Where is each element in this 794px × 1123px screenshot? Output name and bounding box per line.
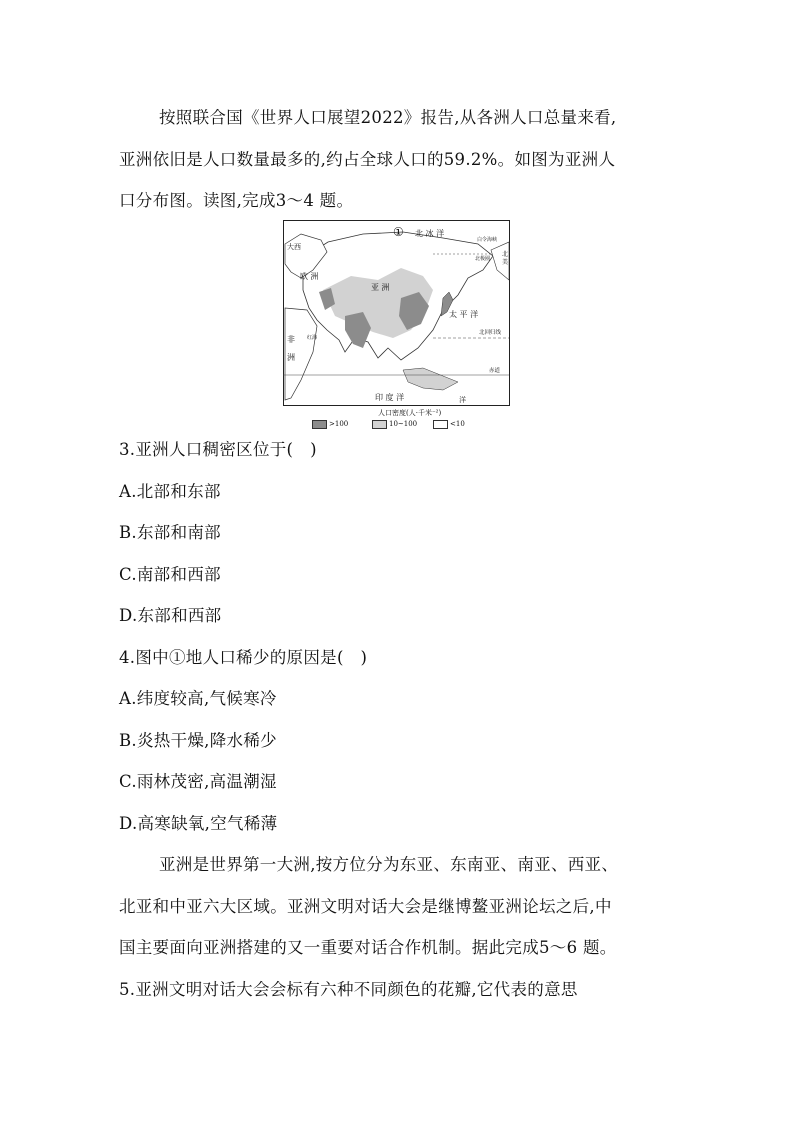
question-4-option-d: D.高寒缺氧,空气稀薄 bbox=[119, 814, 278, 833]
intro-line-3: 口分布图。读图,完成3～4 题。 bbox=[119, 191, 354, 210]
legend-title: 人口密度(人·千米⁻²) bbox=[378, 409, 442, 417]
intro-line-1: 按照联合国《世界人口展望2022》报告,从各洲人口总量来看, bbox=[159, 108, 617, 127]
label-indian: 印 度 洋 bbox=[375, 393, 405, 402]
label-africa-1: 非 bbox=[287, 335, 295, 344]
label-arctic-circle: 北极圈 bbox=[475, 256, 491, 262]
question-4-option-a: A.纬度较高,气候寒冷 bbox=[119, 689, 277, 708]
label-africa-2: 洲 bbox=[287, 353, 295, 362]
legend-swatch-medium bbox=[372, 420, 387, 429]
label-europe: 欧 洲 bbox=[300, 272, 319, 281]
question-3-option-c: C.南部和西部 bbox=[119, 565, 221, 584]
label-pacific: 太 平 洋 bbox=[449, 310, 479, 319]
label-atlantic: 大西 bbox=[287, 243, 301, 251]
question-3-option-b: B.东部和南部 bbox=[119, 523, 221, 542]
asia-population-map bbox=[283, 220, 510, 406]
label-equator: 赤道 bbox=[489, 368, 501, 374]
passage-2-line-1: 亚洲是世界第一大洲,按方位分为东亚、东南亚、南亚、西亚、 bbox=[159, 855, 619, 874]
question-3-option-d: D.东部和西部 bbox=[119, 606, 222, 625]
passage-2-line-3: 国主要面向亚洲搭建的又一重要对话合作机制。据此完成5～6 题。 bbox=[119, 938, 617, 957]
question-3-stem: 3.亚洲人口稠密区位于( ) bbox=[119, 440, 317, 459]
label-asia: 亚 洲 bbox=[371, 283, 390, 292]
legend-label-medium: 10~100 bbox=[389, 420, 418, 428]
label-north-america-1: 北 bbox=[502, 251, 509, 258]
label-tropic: 北回归线 bbox=[479, 330, 502, 336]
question-4-stem: 4.图中①地人口稀少的原因是( ) bbox=[119, 648, 368, 667]
question-3-option-a: A.北部和东部 bbox=[119, 482, 221, 501]
label-red-sea: 红海 bbox=[307, 335, 318, 341]
label-bering: 白令海峡 bbox=[477, 237, 498, 243]
legend-swatch-high bbox=[312, 420, 327, 429]
legend-label-high: >100 bbox=[329, 420, 349, 428]
question-4-option-b: B.炎热干燥,降水稀少 bbox=[119, 731, 277, 750]
legend-label-low: <10 bbox=[450, 420, 465, 428]
question-4-option-c: C.雨林茂密,高温潮湿 bbox=[119, 772, 277, 791]
marker-1: ① bbox=[393, 225, 404, 239]
label-arctic: 北 冰 洋 bbox=[415, 229, 445, 238]
label-north-america-2: 美 bbox=[502, 259, 509, 266]
label-ocean-tail: 洋 bbox=[459, 396, 466, 404]
passage-2-line-2: 北亚和中亚六大区域。亚洲文明对话大会是继博鳌亚洲论坛之后,中 bbox=[119, 897, 612, 916]
legend-swatch-low bbox=[433, 420, 448, 429]
map-legend bbox=[283, 408, 523, 432]
question-5-stem: 5.亚洲文明对话大会会标有六种不同颜色的花瓣,它代表的意思 bbox=[119, 980, 578, 999]
intro-line-2: 亚洲依旧是人口数量最多的,约占全球人口的59.2%。如图为亚洲人 bbox=[119, 150, 616, 169]
